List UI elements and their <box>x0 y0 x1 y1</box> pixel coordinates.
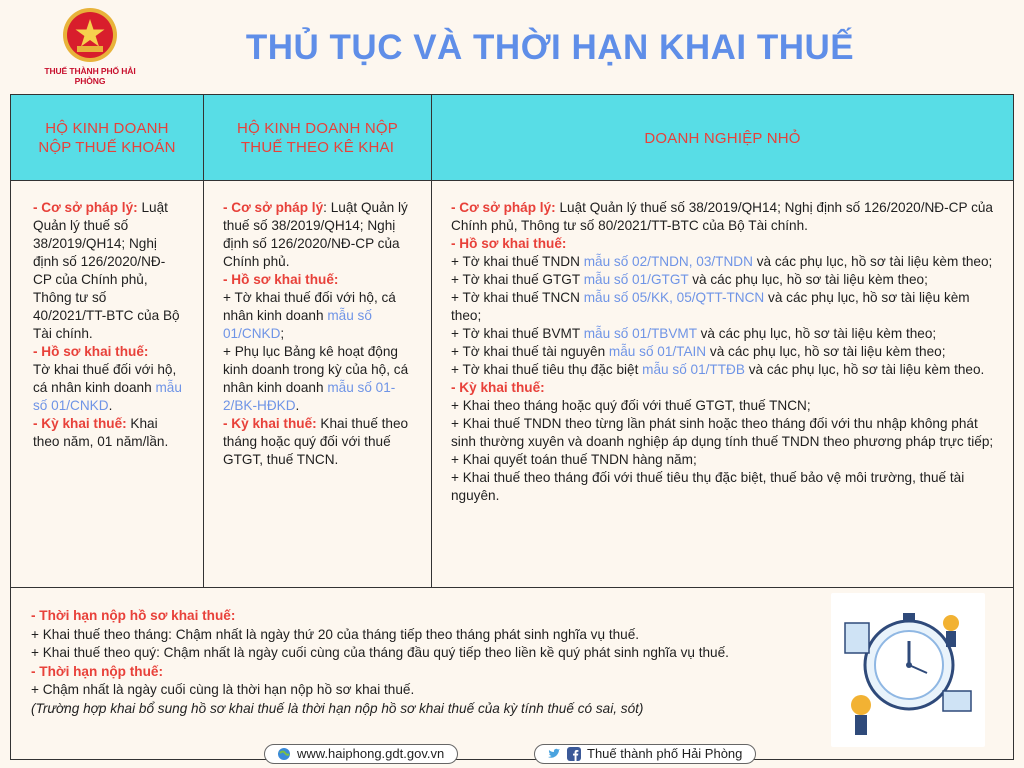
dossier-item: + Tờ khai thuế đối với hộ, cá nhân kinh doanh <box>223 290 396 323</box>
declaring-household-content: - Cơ sở pháp lý: Luật Quản lý thuế số 38/2019/QH14; Nghị định số 126/2020/NĐ-CP của Chính phủ. - Hồ sơ khai thuế: + Tờ khai thuế đối với hộ, cá nhân kinh doanh mẫu số 01/CNKD; + Phụ lục Bảng kê hoạt động kinh doanh trong kỳ của hộ, cá nhân kinh doanh mẫu số 01-2/BK-HĐKD. - Kỳ khai thuế: Khai thuế theo tháng hoặc quý đối với thuế GTGT, thuế TNCN. <box>223 200 409 467</box>
website-text: www.haiphong.gdt.gov.vn <box>297 746 445 761</box>
period-text: Khai thuế theo tháng hoặc quý đối với thuế GTGT, thuế TNCN. <box>223 416 409 467</box>
dossier-item: + Tờ khai thuế BVMT mẫu số 01/TBVMT và các phụ lục, hồ sơ tài liệu kèm theo; <box>451 326 937 341</box>
legal-basis-label: - Cơ sở pháp lý: <box>451 200 556 215</box>
period-text: Khai theo năm, 01 năm/lần. <box>33 416 169 449</box>
legal-basis-text: Luật Quản lý thuế số 38/2019/QH14; Nghị định số 126/2020/NĐ-CP của Chính phủ, Thông tư số 80/2021/TT-BTC của Bộ Tài chính. <box>451 200 993 233</box>
period-item: + Khai thuế theo tháng đối với thuế tiêu thụ đặc biệt, thuế bảo vệ môi trường, thuế tài nguyên. <box>451 470 965 503</box>
period-item: + Khai quyết toán thuế TNDN hàng năm; <box>451 452 697 467</box>
supplement-note: (Trường hợp khai bổ sung hồ sơ khai thuế là thời hạn nộp hồ sơ khai thuế của kỳ tính thuế có sai, sót) <box>31 700 644 716</box>
legal-basis-label: - Cơ sở pháp lý: <box>33 200 138 215</box>
period-label: - Kỳ khai thuế: <box>33 416 127 431</box>
globe-icon <box>277 747 291 761</box>
form-link[interactable]: mẫu số 02/TNDN, 03/TNDN <box>583 254 753 269</box>
section-divider <box>11 587 1013 588</box>
twitter-icon <box>547 747 561 761</box>
legal-basis-label: - Cơ sở pháp lý <box>223 200 324 215</box>
column-divider <box>203 95 204 587</box>
logo-caption: THUẾ THÀNH PHỐ HẢI PHÒNG <box>44 66 136 86</box>
dossier-label: - Hồ sơ khai thuế: <box>33 344 149 359</box>
facebook-icon <box>567 747 581 761</box>
dossier-item: + Tờ khai thuế GTGT mẫu số 01/GTGT và các phụ lục, hồ sơ tài liệu kèm theo; <box>451 272 928 287</box>
table-header-row <box>11 95 1013 181</box>
emblem-icon <box>59 6 121 64</box>
social-link[interactable] <box>534 744 756 764</box>
form-link[interactable]: mẫu số 05/KK, 05/QTT-TNCN <box>583 290 765 305</box>
form-link[interactable]: mẫu số 01/TBVMT <box>583 326 697 341</box>
tax-emblem-logo <box>28 6 152 86</box>
dossier-label: - Hồ sơ khai thuế: <box>451 236 567 251</box>
period-label: - Kỳ khai thuế: <box>223 416 317 431</box>
payment-deadline-label: - Thời hạn nộp thuế: <box>31 663 163 679</box>
header-small-enterprise: DOANH NGHIỆP NHỎ <box>644 129 801 147</box>
form-link[interactable]: mẫu số 01/TAIN <box>608 344 707 359</box>
period-label: - Kỳ khai thuế: <box>451 380 545 395</box>
filing-deadline-item: + Khai thuế theo quý: Chậm nhất là ngày cuối cùng của tháng đầu quý tiếp theo liền kề quý phát sinh nghĩa vụ thuế. <box>31 645 729 660</box>
filing-deadline-item: + Khai thuế theo tháng: Chậm nhất là ngày thứ 20 của tháng tiếp theo tháng phát sinh nghĩa vụ thuế. <box>31 626 640 642</box>
legal-basis-text: : Luật Quản lý thuế số 38/2019/QH14; Nghị định số 126/2020/NĐ-CP của Chính phủ. <box>223 200 408 269</box>
dossier-item: + Tờ khai thuế TNCN mẫu số 05/KK, 05/QTT-TNCN và các phụ lục, hồ sơ tài liệu kèm theo; <box>451 290 970 323</box>
form-link[interactable]: mẫu số 01/GTGT <box>583 272 689 287</box>
filing-deadline-label: - Thời hạn nộp hồ sơ khai thuế: <box>31 608 236 623</box>
period-item: + Khai theo tháng hoặc quý đối với thuế GTGT, thuế TNCN; <box>451 398 811 413</box>
form-link[interactable]: mẫu số 01-2/BK-HĐKD <box>223 380 396 413</box>
header-lump-sum-household: HỘ KINH DOANH NỘP THUẾ KHOÁN <box>38 120 176 156</box>
payment-deadline-item: + Chậm nhất là ngày cuối cùng là thời hạn nộp hồ sơ khai thuế. <box>31 682 415 697</box>
dossier-item: + Phụ lục Bảng kê hoạt động kinh doanh trong kỳ của hộ, cá nhân kinh doanh <box>223 344 409 395</box>
column-divider <box>431 95 432 587</box>
website-link[interactable] <box>264 744 458 764</box>
dossier-item: + Tờ khai thuế tài nguyên mẫu số 01/TAIN và các phụ lục, hồ sơ tài liệu kèm theo; <box>451 344 946 359</box>
dossier-item: + Tờ khai thuế tiêu thụ đặc biệt mẫu số 01/TTĐB và các phụ lục, hồ sơ tài liệu kèm theo. <box>451 362 985 377</box>
form-link[interactable]: mẫu số 01/TTĐB <box>642 362 745 377</box>
lump-sum-household-content: - Cơ sở pháp lý: Luật Quản lý thuế số 38/2019/QH14; Nghị định số 126/2020/NĐ-CP của Chính phủ, Thông tư số 40/2021/TT-BTC của Bộ Tài chính. - Hồ sơ khai thuế: Tờ khai thuế đối với hộ, cá nhân kinh doanh mẫu số 01/CNKD. - Kỳ khai thuế: Khai theo năm, 01 năm/lần. <box>33 200 182 449</box>
header-declaring-household: HỘ KINH DOANH NỘP THUẾ THEO KÊ KHAI <box>237 120 398 156</box>
page-title: THỦ TỤC VÀ THỜI HẠN KHAI THUẾ <box>245 28 855 67</box>
clock-illustration <box>831 593 985 747</box>
stopwatch-icon <box>831 593 985 747</box>
form-link[interactable]: mẫu số 01/CNKD <box>33 380 182 413</box>
tax-procedure-table <box>10 94 1014 760</box>
dossier-item: + Tờ khai thuế TNDN mẫu số 02/TNDN, 03/TNDN và các phụ lục, hồ sơ tài liệu kèm theo; <box>451 254 993 269</box>
legal-basis-text: Luật Quản lý thuế số 38/2019/QH14; Nghị định số 126/2020/NĐ-CP của Chính phủ, Thông tư số 40/2021/TT-BTC của Bộ Tài chính. <box>33 200 180 341</box>
small-enterprise-content <box>451 199 996 505</box>
dossier-text: Tờ khai thuế đối với hộ, cá nhân kinh doanh <box>33 362 177 395</box>
period-item: + Khai thuế TNDN theo từng lần phát sinh hoặc theo tháng đối với thu nhập không phát sinh thường xuyên và doanh nghiệp áp dụng tính thuế TNDN theo phương pháp trực tiếp; <box>451 416 994 449</box>
deadline-section <box>31 607 821 718</box>
social-text: Thuế thành phố Hải Phòng <box>587 746 743 761</box>
dossier-label: - Hồ sơ khai thuế: <box>223 272 339 287</box>
form-link[interactable]: mẫu số 01/CNKD <box>223 308 372 341</box>
